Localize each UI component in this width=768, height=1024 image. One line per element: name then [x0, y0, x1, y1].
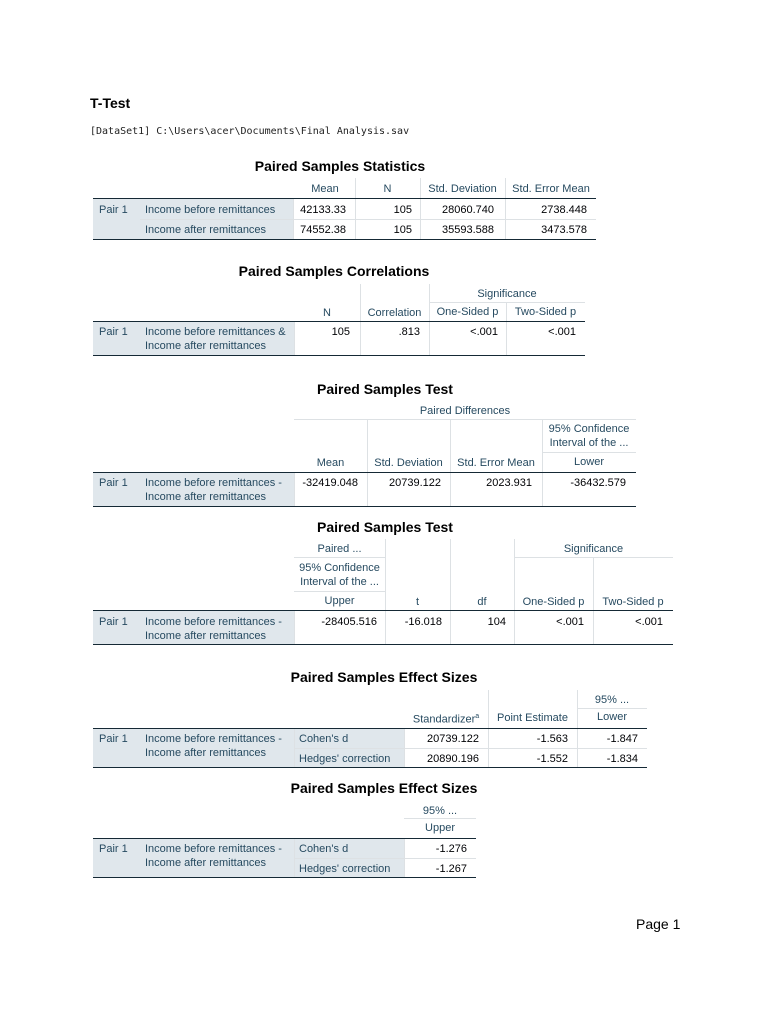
row-label: Income before remittances - — [145, 477, 282, 489]
cell-df: 104 — [487, 616, 506, 628]
cell-two-sided-p: <.001 — [635, 616, 663, 628]
row-label: Income before remittances & — [145, 326, 286, 338]
table-title: Paired Samples Correlations — [238, 263, 430, 279]
group-header-significance: Significance — [477, 288, 537, 300]
cell-mean: -32419.048 — [302, 477, 358, 489]
col-header-two-sided-p: Two-Sided p — [514, 306, 577, 318]
pair-label: Pair 1 — [99, 616, 128, 628]
col-header-correlation: Correlation — [367, 307, 422, 319]
cell-mean: 74552.38 — [300, 224, 346, 236]
col-header-std-deviation: Std. Deviation — [374, 457, 443, 469]
cell-standardizer: 20739.122 — [427, 733, 479, 745]
row-label-cont: Income after remittances — [145, 491, 267, 503]
cell-std-deviation: 35593.588 — [442, 224, 494, 236]
group-header-paired-differences: Paired Differences — [419, 405, 511, 417]
row-label-cont: Income after remittances — [145, 857, 267, 869]
cell-upper: -1.267 — [435, 863, 467, 875]
measure-label: Hedges' correction — [299, 753, 391, 765]
col-header-mean: Mean — [311, 183, 339, 195]
col-header-std-error-mean: Std. Error Mean — [457, 457, 535, 469]
col-header-standardizer — [404, 710, 488, 727]
col-header-upper: Upper — [425, 822, 455, 834]
cell-point-estimate: -1.563 — [536, 733, 568, 745]
cell-std-deviation: 20739.122 — [389, 477, 441, 489]
group-header-significance: Significance — [563, 543, 624, 555]
ci-header: 95% ... — [594, 694, 630, 706]
col-header-t: t — [415, 596, 420, 608]
cell-lower: -1.834 — [606, 753, 638, 765]
cell-n: 105 — [331, 326, 350, 338]
cell-std-error-mean: 2738.448 — [541, 204, 587, 216]
pair-label: Pair 1 — [99, 477, 128, 489]
cell-standardizer: 20890.196 — [427, 753, 479, 765]
cell-lower: -36432.579 — [570, 477, 626, 489]
table-title: Paired Samples Test — [317, 381, 453, 397]
cell-std-deviation: 28060.740 — [442, 204, 494, 216]
ci-header-cont: Interval of the ... — [549, 437, 629, 449]
pair-label: Pair 1 — [99, 204, 128, 216]
ci-header-cont: Interval of the ... — [300, 576, 379, 588]
col-header-mean: Mean — [316, 457, 345, 469]
pair-label: Pair 1 — [99, 326, 128, 338]
col-header-lower: Lower — [597, 711, 627, 723]
measure-label: Cohen's d — [299, 733, 349, 745]
output-heading: T-Test — [90, 95, 131, 111]
cell-one-sided-p: <.001 — [470, 326, 498, 338]
col-header-std-deviation: Std. Deviation — [428, 183, 497, 195]
col-header-n: N — [383, 183, 392, 195]
measure-label: Cohen's d — [299, 843, 349, 855]
measure-label: Hedges' correction — [299, 863, 391, 875]
ci-header: 95% ... — [422, 805, 458, 817]
cell-lower: -1.847 — [606, 733, 638, 745]
row-label-cont: Income after remittances — [145, 747, 267, 759]
page-number: Page 1 — [636, 916, 681, 932]
col-header-n: N — [323, 307, 331, 319]
col-header-one-sided-p: One-Sided p — [522, 596, 585, 608]
cell-t: -16.018 — [404, 616, 442, 628]
row-label-cont: Income after remittances — [145, 630, 267, 642]
row-label: Income before remittances - — [145, 733, 282, 745]
row-label-cont: Income after remittances — [145, 340, 267, 352]
col-header-upper: Upper — [324, 595, 355, 607]
row-label: Income before remittances - — [145, 616, 282, 628]
col-header-df: df — [477, 596, 487, 608]
table-title: Paired Samples Effect Sizes — [290, 669, 478, 685]
footnote-mark: a — [475, 713, 480, 720]
table-title: Paired Samples Effect Sizes — [290, 780, 478, 796]
group-header-paired: Paired ... — [317, 543, 362, 555]
table-title: Paired Samples Test — [317, 519, 453, 535]
cell-upper: -28405.516 — [321, 616, 377, 628]
cell-n: 105 — [393, 224, 412, 236]
cell-n: 105 — [393, 204, 412, 216]
col-header-standardizer-text: Standardizer — [412, 713, 476, 726]
ci-header: 95% Confidence — [299, 562, 380, 574]
cell-mean: 42133.33 — [300, 204, 346, 216]
ci-header: 95% Confidence — [548, 423, 630, 435]
row-label: Income after remittances — [145, 224, 267, 236]
col-header-std-error-mean: Std. Error Mean — [512, 183, 590, 195]
table-title: Paired Samples Statistics — [254, 158, 426, 174]
row-label: Income before remittances — [145, 204, 276, 216]
cell-std-error-mean: 2023.931 — [486, 477, 532, 489]
col-header-two-sided-p: Two-Sided p — [602, 596, 664, 608]
col-header-lower: Lower — [574, 456, 604, 468]
cell-upper: -1.276 — [435, 843, 467, 855]
cell-one-sided-p: <.001 — [556, 616, 584, 628]
cell-two-sided-p: <.001 — [548, 326, 576, 338]
cell-correlation: .813 — [398, 326, 420, 338]
pair-label: Pair 1 — [99, 733, 128, 745]
cell-std-error-mean: 3473.578 — [541, 224, 587, 236]
dataset-path: [DataSet1] C:\Users\acer\Documents\Final Analysis.sav — [90, 126, 410, 137]
col-header-one-sided-p: One-Sided p — [436, 306, 499, 318]
col-header-point-estimate: Point Estimate — [497, 712, 568, 724]
pair-label: Pair 1 — [99, 843, 128, 855]
cell-point-estimate: -1.552 — [536, 753, 568, 765]
row-label: Income before remittances - — [145, 843, 282, 855]
